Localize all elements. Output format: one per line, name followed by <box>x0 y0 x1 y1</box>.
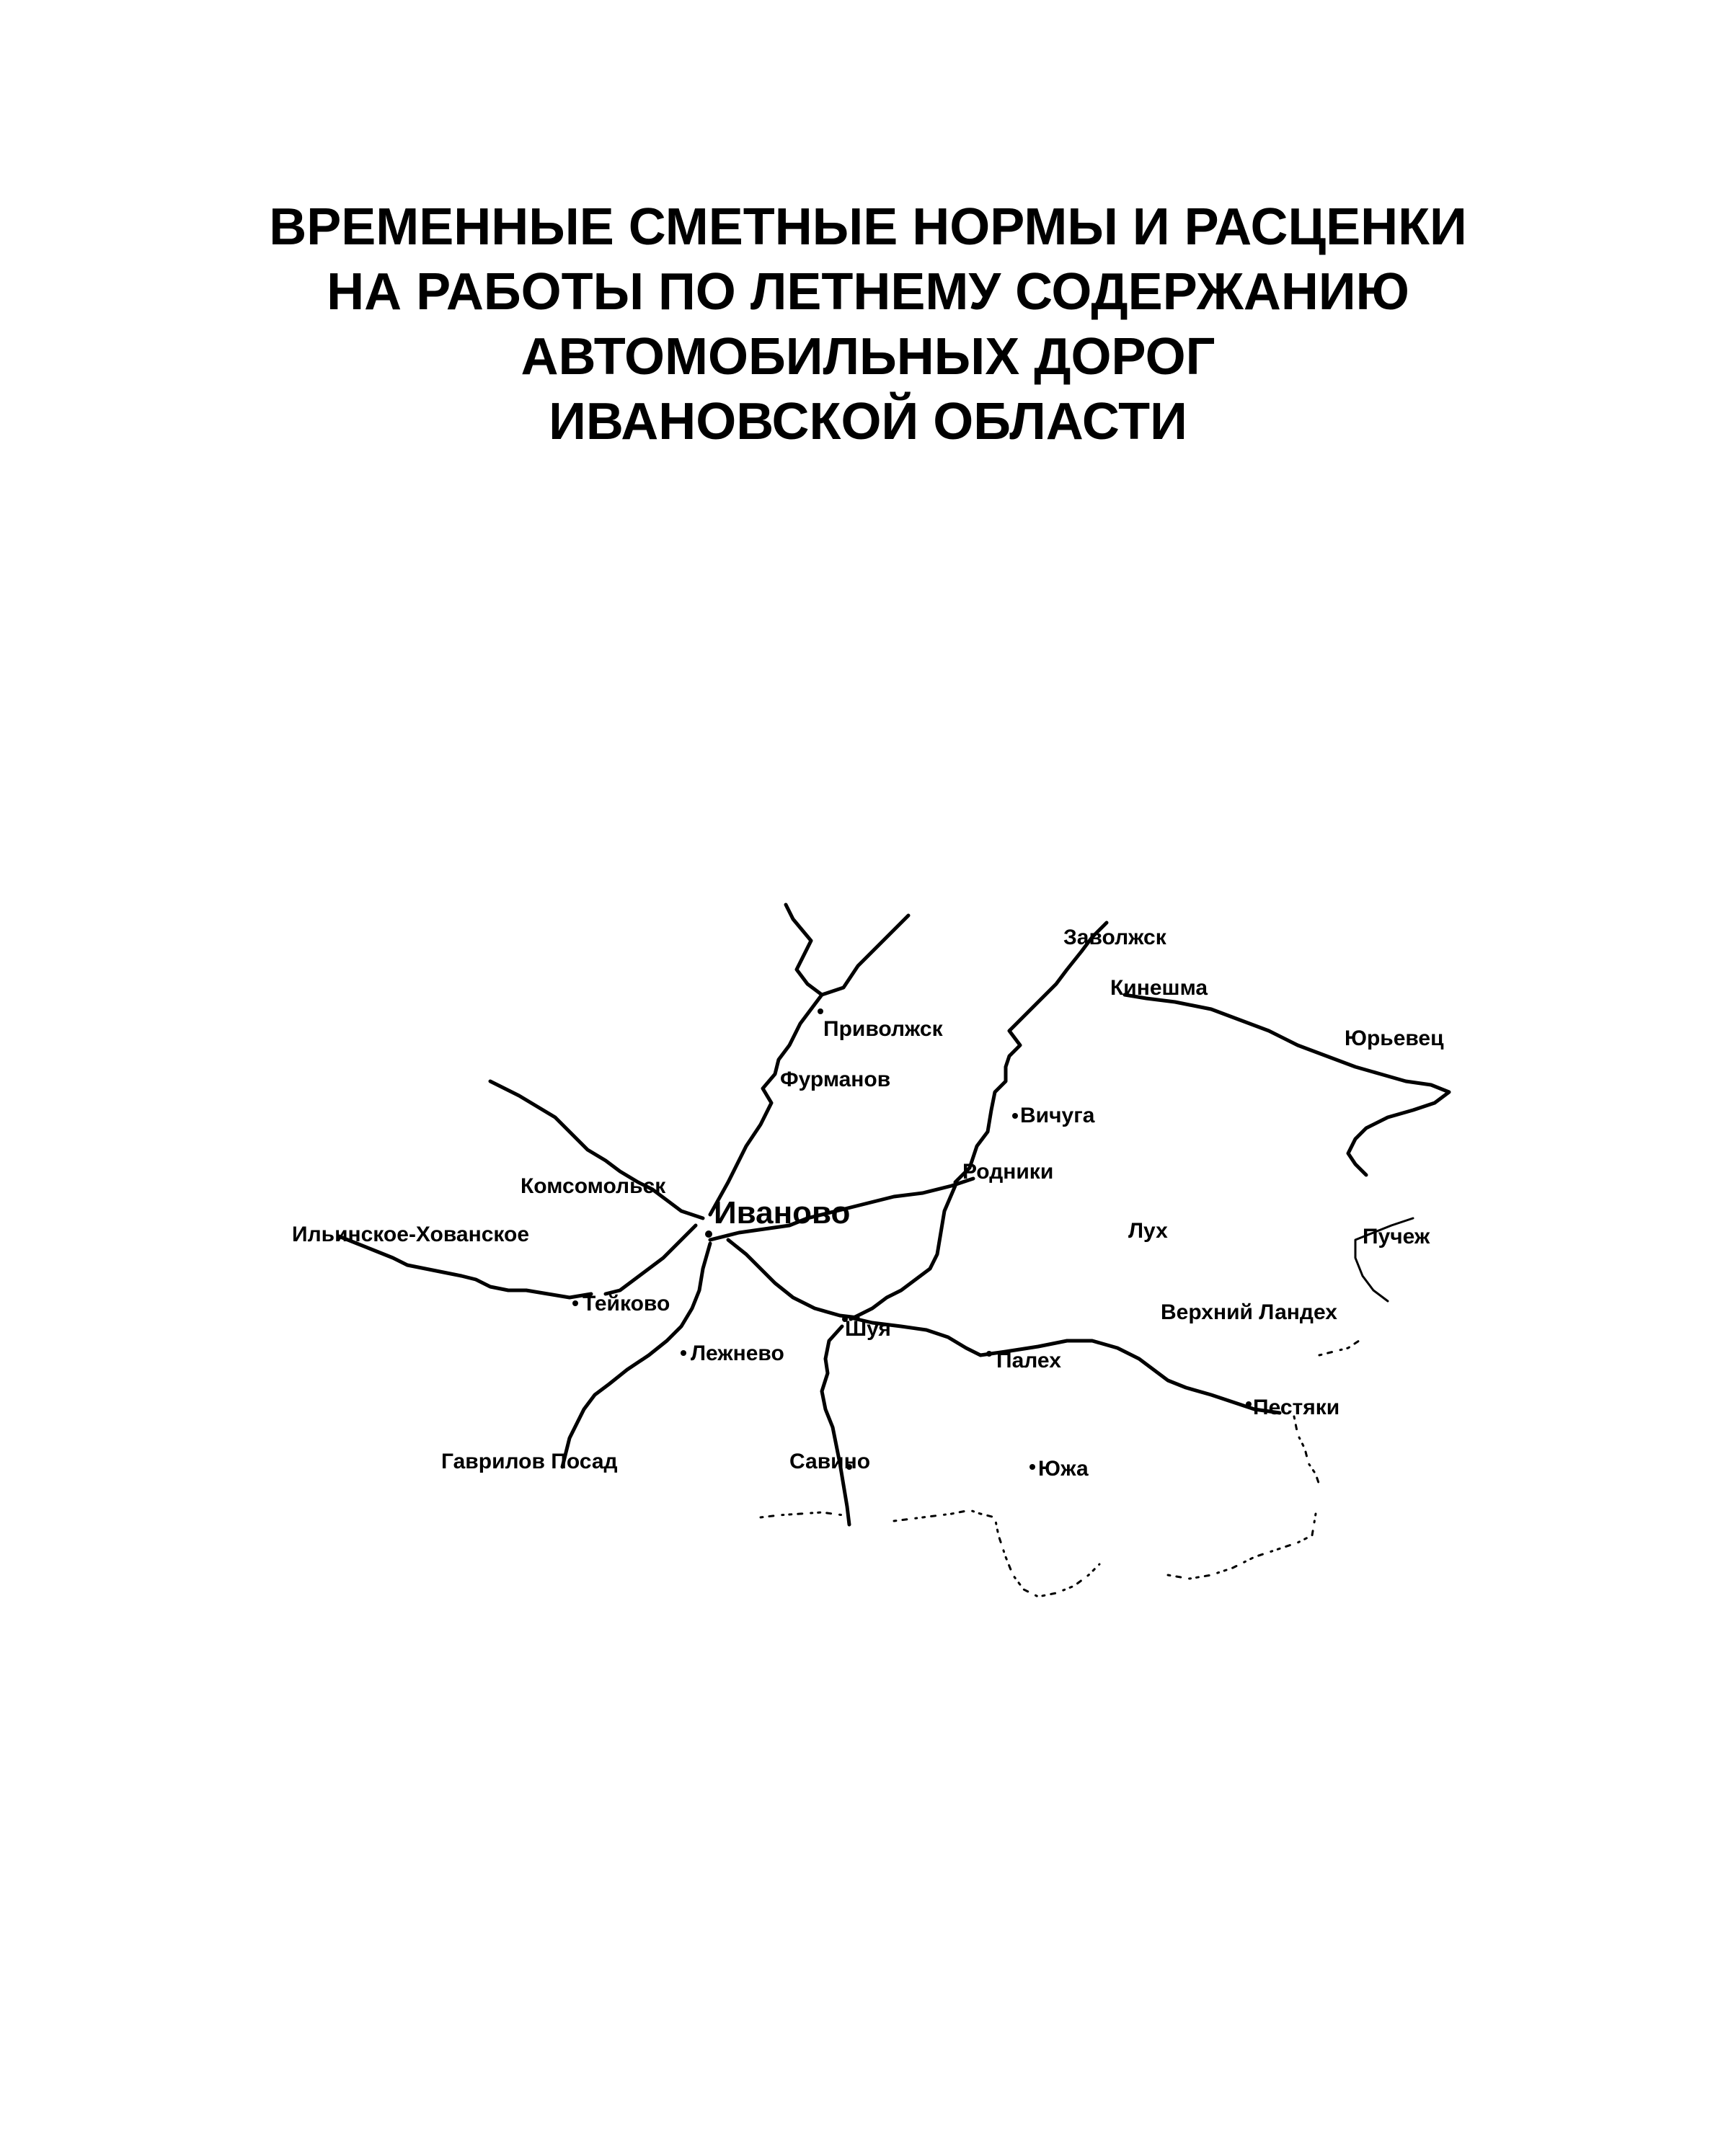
road-rodniki-shuya <box>851 1186 955 1319</box>
town-label-savino: Савино <box>789 1450 871 1473</box>
town-dot-privolzhsk <box>818 1008 823 1014</box>
town-label-vichuga: Вичуга <box>1020 1104 1095 1127</box>
title-line-2: НА РАБОТЫ ПО ЛЕТНЕМУ СОДЕРЖАНИЮ <box>327 263 1409 321</box>
town-label-privolzhsk: Приволжск <box>823 1017 943 1041</box>
border-segment-east-2 <box>1319 1341 1359 1355</box>
town-label-gavrilov-posad: Гаврилов Посад <box>441 1450 618 1473</box>
town-label-zavolzhsk: Заволжск <box>1063 926 1166 949</box>
town-label-ivanovo: Иваново <box>714 1195 851 1230</box>
title-line-1: ВРЕМЕННЫЕ СМЕТНЫЕ НОРМЫ И РАСЦЕНКИ <box>269 198 1467 256</box>
town-label-teikovo: Тейково <box>583 1292 670 1316</box>
road-rodniki-kineshma <box>955 923 1107 1182</box>
border-segment-south-3 <box>1168 1514 1316 1579</box>
town-label-lukh: Лух <box>1128 1219 1168 1243</box>
town-label-komsomolsk: Комсомольск <box>521 1174 666 1198</box>
town-label-furmanov: Фурманов <box>780 1068 891 1091</box>
town-dot-ivanovo <box>705 1230 712 1238</box>
road-network <box>339 905 1449 1525</box>
road-shuya-savino <box>822 1326 849 1525</box>
town-label-verkhniy-landekh: Верхний Ландех <box>1161 1300 1337 1324</box>
town-label-shuya: Шуя <box>845 1317 891 1341</box>
town-dot-pestyaki <box>1246 1401 1252 1407</box>
road-kineshma-yurevets <box>1125 995 1449 1175</box>
road-ivanovo-privolzhsk <box>710 905 822 1215</box>
town-label-palekh: Палех <box>996 1349 1061 1372</box>
town-label-pestyaki: Пестяки <box>1253 1396 1340 1419</box>
title-line-4: ИВАНОВСКОЙ ОБЛАСТИ <box>549 393 1187 451</box>
road-privolzhsk-north <box>822 915 908 995</box>
town-label-ilinskoe: Ильинское-Хованское <box>292 1223 530 1246</box>
town-label-puchezh: Пучеж <box>1363 1225 1430 1249</box>
town-label-yurevets: Юрьевец <box>1345 1026 1444 1050</box>
road-shuya-pestyaki <box>851 1318 1280 1413</box>
border-segment-east <box>1294 1416 1319 1485</box>
town-label-kineshma: Кинешма <box>1110 976 1208 1000</box>
town-dot-vichuga <box>1012 1113 1018 1119</box>
town-dot-yuzha <box>1029 1464 1035 1470</box>
road-ivanovo-teikovo <box>606 1225 696 1294</box>
road-ivanovo-shuya <box>728 1240 858 1318</box>
town-label-lezhnevo: Лежнево <box>691 1341 784 1365</box>
town-dot-palekh <box>986 1351 992 1357</box>
town-label-rodniki: Родники <box>962 1160 1054 1184</box>
border-segment-south-2 <box>894 1510 1099 1597</box>
border-segment-south-1 <box>761 1512 843 1517</box>
town-label-yuzha: Южа <box>1038 1457 1089 1481</box>
town-dot-teikovo <box>572 1300 578 1306</box>
title-line-3: АВТОМОБИЛЬНЫХ ДОРОГ <box>521 328 1215 386</box>
town-dot-lezhnevo <box>681 1350 686 1356</box>
